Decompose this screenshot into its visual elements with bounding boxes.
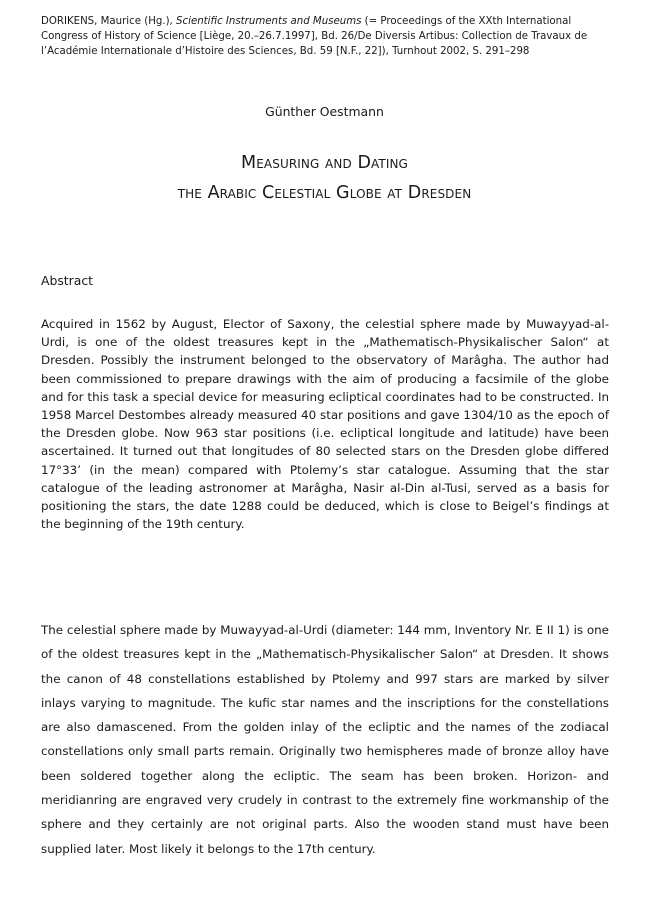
citation-prefix: DORIKENS, Maurice (Hg.), [41,16,177,27]
paper-title-line-1: Measuring and Dating [241,153,408,173]
abstract-heading: Abstract [41,273,94,288]
paper-title [0,148,649,208]
citation-suffix: (= Proceedings of the XXth International Congress of History of Science [Liège, 20.–26.7.1997], Bd. 26/De Diversis Artibus: Collection de Travaux de l’Académie Internationale d’Histoire des Sciences, Bd. 59 [N.F., 22]), Turnhout 2002, S. 291–298 [41,16,588,57]
abstract-text: Acquired in 1562 by August, Elector of Saxony, the celestial sphere made by Muwayyad-al-Urdi, is one of the oldest treasures kept in the „Mathematisch-Physikalischer Salon“ at Dresden. Possibly the instrument belonged to the observatory of Marâgha. The author had been commissioned to prepare drawings with the aim of producing a facsimile of the globe and for this task a special device for measuring ecliptical coordinates had to be constructed. In 1958 Marcel Destombes already measured 40 star positions and gave 1304/10 as the epoch of the Dresden globe. Now 963 star positions (i.e. ecliptical longitude and latitude) have been ascertained. It turned out that longitudes of 80 selected stars on the Dresden globe differed 17°33’ (in the mean) compared with Ptolemy’s star catalogue. Assuming that the star catalogue of the leading astronomer at Marâgha, Nasir al-Din al-Tusi, served as a basis for positioning the stars, the date 1288 could be deduced, which is close to Beigel’s findings at the beginning of the 19th century. [41,317,609,532]
body-paragraph: The celestial sphere made by Muwayyad-al-Urdi (diameter: 144 mm, Inventory Nr. E II 1) is one of the oldest treasures kept in the „Mathematisch-Physikalischer Salon“ at Dresden. It shows the canon of 48 constellations established by Ptolemy and 997 stars are marked by silver inlays varying to magnitude. The kufic star names and the inscriptions for the constellations are also damascened. From the golden inlay of the ecliptic and the names of the zodiacal constellations only small parts remain. Originally two hemispheres made of bronze alloy have been soldered together along the ecliptic. The seam has been broken. Horizon- and meridianring are engraved very crudely in contrast to the extremely fine workmanship of the sphere and they certainly are not original parts. Also the wooden stand must have been supplied later. Most likely it belongs to the 17th century. [41,623,609,856]
author-name: Günther Oestmann [265,104,384,119]
citation-header [41,14,611,59]
paper-title-line-2: the Arabic Celestial Globe at Dresden [177,183,472,203]
citation-book-title: Scientific Instruments and Museums [176,16,362,27]
